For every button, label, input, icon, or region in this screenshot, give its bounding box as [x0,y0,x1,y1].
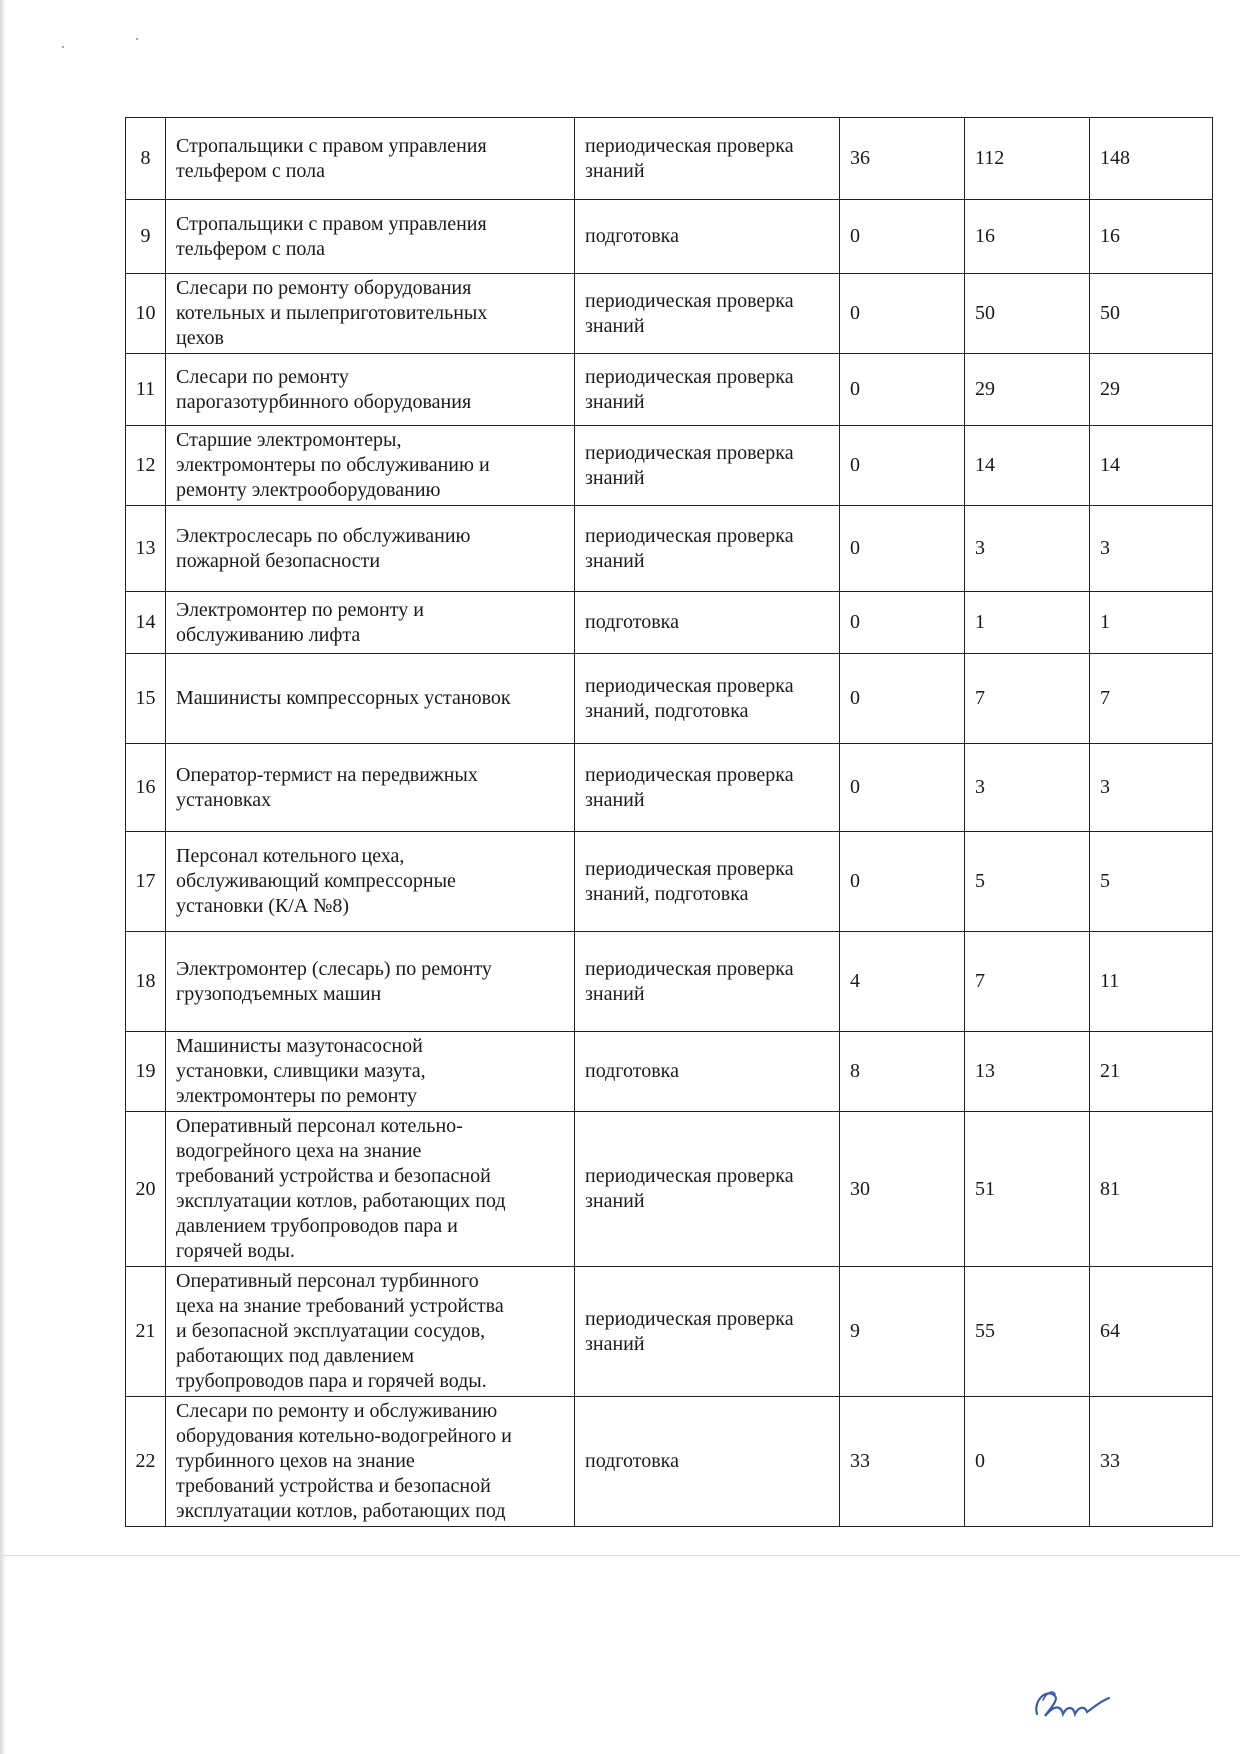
count-2-cell: 112 [965,118,1090,200]
table-row [126,744,1213,832]
training-type-cell: периодическая проверка знаний [575,274,840,354]
count-total-cell: 148 [1090,118,1213,200]
count-total-cell: 21 [1090,1032,1213,1112]
count-1-cell: 4 [840,932,965,1032]
count-total-cell: 7 [1090,654,1213,744]
count-2-cell: 1 [965,592,1090,654]
handwritten-signature [1025,1670,1115,1730]
scan-edge-shadow [0,0,7,1754]
row-number-cell: 11 [126,354,166,426]
training-type-cell: подготовка [575,200,840,274]
training-type-cell: периодическая проверка знаний [575,932,840,1032]
personnel-category-cell: Оператор-термист на передвижных установках [166,744,575,832]
table-row [126,832,1213,932]
row-number-cell: 22 [126,1397,166,1527]
row-number-cell: 9 [126,200,166,274]
count-total-cell: 11 [1090,932,1213,1032]
row-number-cell: 8 [126,118,166,200]
training-type-cell: подготовка [575,1032,840,1112]
count-1-cell: 0 [840,592,965,654]
count-total-cell: 14 [1090,426,1213,506]
count-2-cell: 0 [965,1397,1090,1527]
row-number-cell: 13 [126,506,166,592]
count-total-cell: 50 [1090,274,1213,354]
count-1-cell: 33 [840,1397,965,1527]
count-1-cell: 0 [840,744,965,832]
count-total-cell: 29 [1090,354,1213,426]
count-2-cell: 13 [965,1032,1090,1112]
count-1-cell: 0 [840,506,965,592]
table-body [126,118,1213,1527]
table-row [126,1397,1213,1527]
training-type-cell: подготовка [575,592,840,654]
personnel-category-cell: Стропальщики с правом управления тельфером с пола [166,118,575,200]
personnel-category-cell: Стропальщики с правом управления тельфером с пола [166,200,575,274]
row-number-cell: 14 [126,592,166,654]
training-type-cell: периодическая проверка знаний [575,744,840,832]
count-1-cell: 36 [840,118,965,200]
personnel-category-cell: Электромонтер (слесарь) по ремонту грузоподъемных машин [166,932,575,1032]
personnel-training-table [125,117,1213,1527]
personnel-category-cell: Слесари по ремонту и обслуживанию оборудования котельно-водогрейного и турбинного цехов на знание требований устройства и безопасной эксплуатации котлов, работающих под [166,1397,575,1527]
table-row [126,1112,1213,1267]
table-row [126,1267,1213,1397]
count-total-cell: 3 [1090,506,1213,592]
personnel-category-cell: Оперативный персонал турбинного цеха на знание требований устройства и безопасной эксплуатации сосудов, работающих под давлением трубопроводов пара и горячей воды. [166,1267,575,1397]
row-number-cell: 12 [126,426,166,506]
count-1-cell: 30 [840,1112,965,1267]
personnel-category-cell: Слесари по ремонту оборудования котельных и пылеприготовительных цехов [166,274,575,354]
personnel-category-cell: Старшие электромонтеры, электромонтеры по обслуживанию и ремонту электрооборудованию [166,426,575,506]
count-total-cell: 16 [1090,200,1213,274]
scan-fold-line [0,1555,1240,1556]
count-1-cell: 9 [840,1267,965,1397]
table-row [126,118,1213,200]
count-2-cell: 51 [965,1112,1090,1267]
count-total-cell: 5 [1090,832,1213,932]
row-number-cell: 17 [126,832,166,932]
count-1-cell: 0 [840,354,965,426]
personnel-category-cell: Электромонтер по ремонту и обслуживанию лифта [166,592,575,654]
table-row [126,200,1213,274]
personnel-category-cell: Машинисты компрессорных установок [166,654,575,744]
count-2-cell: 7 [965,932,1090,1032]
row-number-cell: 19 [126,1032,166,1112]
table-row [126,1032,1213,1112]
count-total-cell: 1 [1090,592,1213,654]
count-total-cell: 3 [1090,744,1213,832]
training-type-cell: подготовка [575,1397,840,1527]
training-type-cell: периодическая проверка знаний, подготовка [575,654,840,744]
count-total-cell: 33 [1090,1397,1213,1527]
training-type-cell: периодическая проверка знаний [575,118,840,200]
row-number-cell: 16 [126,744,166,832]
count-2-cell: 16 [965,200,1090,274]
count-1-cell: 0 [840,832,965,932]
scan-speck [62,46,64,48]
row-number-cell: 21 [126,1267,166,1397]
row-number-cell: 18 [126,932,166,1032]
training-type-cell: периодическая проверка знаний [575,1267,840,1397]
count-1-cell: 0 [840,426,965,506]
personnel-category-cell: Слесари по ремонту парогазотурбинного оборудования [166,354,575,426]
table-row [126,654,1213,744]
count-2-cell: 14 [965,426,1090,506]
personnel-category-cell: Оперативный персонал котельно- водогрейного цеха на знание требований устройства и безопасной эксплуатации котлов, работающих под давлением трубопроводов пара и горячей воды. [166,1112,575,1267]
personnel-category-cell: Персонал котельного цеха, обслуживающий компрессорные установки (К/А №8) [166,832,575,932]
count-2-cell: 55 [965,1267,1090,1397]
personnel-category-cell: Машинисты мазутонасосной установки, сливщики мазута, электромонтеры по ремонту [166,1032,575,1112]
training-type-cell: периодическая проверка знаний [575,506,840,592]
count-1-cell: 0 [840,654,965,744]
count-2-cell: 29 [965,354,1090,426]
table-row [126,592,1213,654]
count-2-cell: 5 [965,832,1090,932]
table-row [126,354,1213,426]
count-total-cell: 81 [1090,1112,1213,1267]
table-row [126,274,1213,354]
count-2-cell: 3 [965,506,1090,592]
count-total-cell: 64 [1090,1267,1213,1397]
count-1-cell: 0 [840,274,965,354]
row-number-cell: 20 [126,1112,166,1267]
row-number-cell: 15 [126,654,166,744]
training-type-cell: периодическая проверка знаний [575,1112,840,1267]
count-2-cell: 50 [965,274,1090,354]
training-type-cell: периодическая проверка знаний [575,354,840,426]
scan-speck [136,38,138,40]
count-1-cell: 8 [840,1032,965,1112]
training-type-cell: периодическая проверка знаний, подготовка [575,832,840,932]
table-row [126,426,1213,506]
personnel-category-cell: Электрослесарь по обслуживанию пожарной безопасности [166,506,575,592]
count-1-cell: 0 [840,200,965,274]
table-row [126,506,1213,592]
count-2-cell: 3 [965,744,1090,832]
count-2-cell: 7 [965,654,1090,744]
row-number-cell: 10 [126,274,166,354]
table-row [126,932,1213,1032]
training-type-cell: периодическая проверка знаний [575,426,840,506]
